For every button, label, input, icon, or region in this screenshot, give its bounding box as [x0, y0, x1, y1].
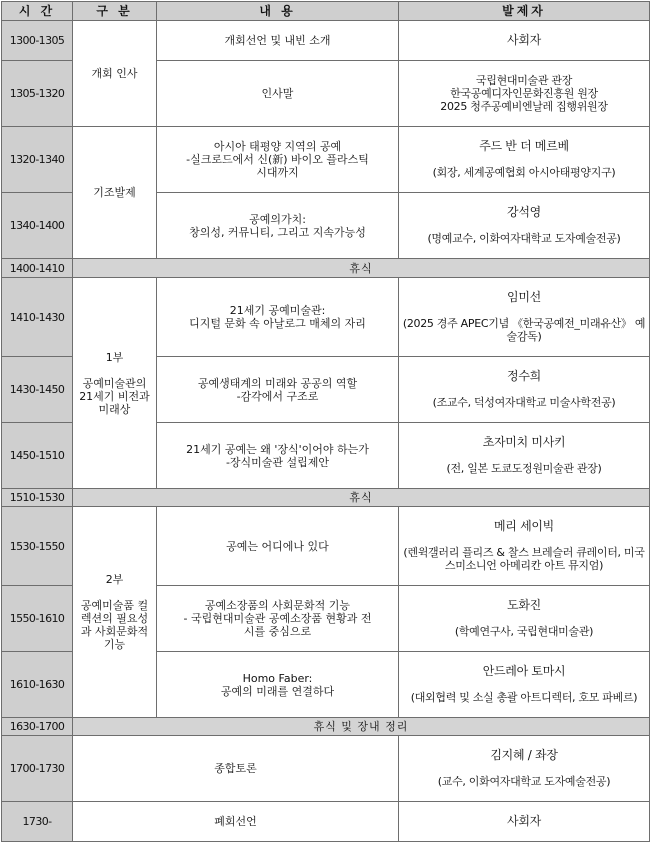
- time-cell: 1320-1340: [2, 127, 73, 193]
- speaker-cell: [399, 21, 650, 61]
- speaker-affiliation: (전, 일본 도쿄도정원미술관 관장): [446, 462, 602, 475]
- time-cell: 1300-1305: [2, 21, 73, 61]
- time-cell: 1400-1410: [2, 259, 73, 278]
- time-cell: 1450-1510: [2, 423, 73, 489]
- content-cell: 21세기 공예미술관: 디지털 문화 속 아날로그 매체의 자리: [157, 278, 399, 357]
- speaker-cell: [399, 586, 650, 652]
- content-cell: 개회선언 및 내빈 소개: [157, 21, 399, 61]
- content-cell: 공예의가치: 창의성, 커뮤니티, 그리고 지속가능성: [157, 193, 399, 259]
- speaker-cell: [399, 736, 650, 802]
- time-cell: 1305-1320: [2, 61, 73, 127]
- time-cell: 1550-1610: [2, 586, 73, 652]
- header-speaker: 발제자: [399, 2, 650, 21]
- speaker-cell: [399, 507, 650, 586]
- speaker-affiliation: (명예교수, 이화여자대학교 도자예술전공): [427, 232, 621, 245]
- speaker-name: 메리 세이빅: [494, 519, 554, 533]
- speaker-cell: [399, 278, 650, 357]
- speaker-name: 김지혜 / 좌장: [490, 748, 558, 762]
- break-label: 휴식: [73, 489, 650, 507]
- content-cell: 21세기 공예는 왜 '장식'이어야 하는가 -장식미술관 설립제안: [157, 423, 399, 489]
- header-row: [2, 2, 650, 21]
- speaker-name: 정수희: [507, 369, 541, 383]
- header-time: 시 간: [2, 2, 73, 21]
- table-row: [2, 736, 650, 802]
- time-cell: 1430-1450: [2, 357, 73, 423]
- break-label: 휴식: [73, 259, 650, 278]
- section-part1: 1부 공예미술관의 21세기 비전과 미래상: [73, 278, 157, 489]
- speaker-affiliation: (회장, 세계공예협회 아시아태평양지구): [432, 166, 616, 179]
- speaker-name: 강석영: [507, 205, 541, 219]
- speaker-affiliation: (대외협력 및 소실 총괄 아트디렉터, 호모 파베르): [410, 691, 638, 704]
- time-cell: 1700-1730: [2, 736, 73, 802]
- time-cell: 1730-: [2, 802, 73, 842]
- header-section: 구 분: [73, 2, 157, 21]
- speaker-name: 사회자: [507, 33, 541, 47]
- speaker-cell: [399, 61, 650, 127]
- speaker-cell: [399, 652, 650, 718]
- section-keynote: 기조발제: [73, 127, 157, 259]
- speaker-cell: [399, 193, 650, 259]
- speaker-name: 도화진: [507, 598, 541, 612]
- speaker-name: 사회자: [507, 814, 541, 828]
- speaker-affiliation: (2025 경주 APEC기념 《한국공예전_미래유산》 예술감독): [402, 317, 646, 343]
- speaker-name: 주드 반 더 메르베: [479, 139, 569, 153]
- time-cell: 1530-1550: [2, 507, 73, 586]
- break-label: 휴식 및 장내 정리: [73, 718, 650, 736]
- section-opening: 개회 인사: [73, 21, 157, 127]
- speaker-cell: [399, 127, 650, 193]
- time-cell: 1340-1400: [2, 193, 73, 259]
- content-cell: 폐회선언: [73, 802, 399, 842]
- speaker-name: 초자미치 미사키: [482, 435, 566, 449]
- table-row: [2, 802, 650, 842]
- section-part2: 2부 공예미술품 컬 렉션의 필요성 과 사회문화적 기능: [73, 507, 157, 718]
- speaker-cell: [399, 802, 650, 842]
- speaker-affiliation: (교수, 이화여자대학교 도자예술전공): [437, 775, 611, 788]
- table-row: [2, 507, 650, 586]
- content-cell: 인사말: [157, 61, 399, 127]
- speaker-affiliation: (학예연구사, 국립현대미술관): [454, 625, 594, 638]
- speaker-name: 안드레아 토마시: [482, 664, 566, 678]
- time-cell: 1630-1700: [2, 718, 73, 736]
- time-cell: 1410-1430: [2, 278, 73, 357]
- speaker-cell: [399, 423, 650, 489]
- table-row: [2, 278, 650, 357]
- content-cell: Homo Faber: 공예의 미래를 연결하다: [157, 652, 399, 718]
- content-cell: 종합토론: [73, 736, 399, 802]
- content-cell: 공예생태계의 미래와 공공의 역할 -감각에서 구조로: [157, 357, 399, 423]
- break-row: [2, 489, 650, 507]
- header-content: 내 용: [157, 2, 399, 21]
- break-row: [2, 259, 650, 278]
- break-row: [2, 718, 650, 736]
- content-cell: 아시아 태평양 지역의 공예 -실크로드에서 신(新) 바이오 플라스틱 시대까지: [157, 127, 399, 193]
- speaker-name: 국립현대미술관 관장 한국공예디자인문화진흥원 원장 2025 청주공예비엔날레 집행위원장: [440, 74, 608, 113]
- content-cell: 공예는 어디에나 있다: [157, 507, 399, 586]
- speaker-cell: [399, 357, 650, 423]
- speaker-name: 임미선: [507, 290, 541, 304]
- time-cell: 1510-1530: [2, 489, 73, 507]
- content-cell: 공예소장품의 사회문화적 기능 - 국립현대미술관 공예소장품 현황과 전 시를 중심으로: [157, 586, 399, 652]
- time-cell: 1610-1630: [2, 652, 73, 718]
- table-row: [2, 21, 650, 61]
- speaker-affiliation: (조교수, 덕성여자대학교 미술사학전공): [432, 396, 616, 409]
- table-row: [2, 127, 650, 193]
- program-schedule-table: [1, 1, 650, 842]
- speaker-affiliation: (렌윅갤러리 플리즈 & 찰스 브레슬러 큐레이터, 미국 스미소니언 아메리칸 아트 뮤지엄): [403, 546, 645, 572]
